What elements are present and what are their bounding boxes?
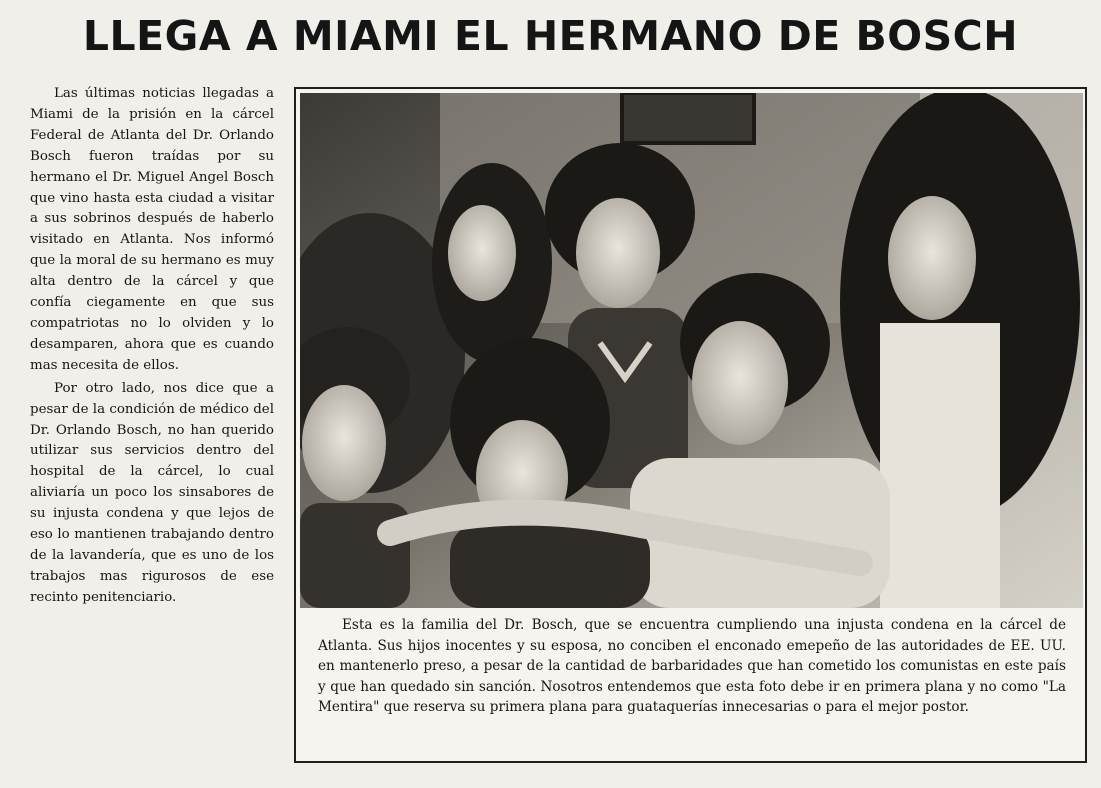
article-paragraph-2: Por otro lado, nos dice que a pesar de la condición de médico del Dr. Orlando Bosch, no han querido utilizar sus servicios dentro del hospital de la cárcel, lo cual aliviaría un poco los sinsabores de su injusta condena y que lejos de eso lo mantienen trabajando dentro de la lavandería, que es uno de los trabajos mas rigurosos de ese recinto penitenciario. <box>30 380 274 605</box>
family-photo-graphic <box>300 93 1083 608</box>
photo-caption-text: Esta es la familia del Dr. Bosch, que se encuentra cumpliendo una injusta condena en la cárcel de Atlanta. Sus hijos inocentes y su esposa, no conciben el enconado emepeño de las autoridades de EE. UU. en mantenerlo preso, a pesar de la cantidad de barbaridades que han cometido los comunistas en este país y que han quedado sin sanción. Nosotros entendemos que esta foto debe ir en primera plana y no como "La Mentira" que reserva su primera plana para guataquerías innecesarias o para el mejor postor. <box>318 617 1066 715</box>
family-photo <box>300 93 1083 608</box>
photo-caption <box>318 615 1066 718</box>
photo-box <box>294 87 1087 763</box>
article-body <box>30 84 274 609</box>
article-paragraph-1: Las últimas noticias llegadas a Miami de la prisión en la cárcel Federal de Atlanta del Dr. Orlando Bosch fueron traídas por su hermano el Dr. Miguel Angel Bosch que vino hasta esta ciudad a visitar a sus sobrinos después de haberlo visitado en Atlanta. Nos informó que la moral de su hermano es muy alta dentro de la cárcel y que confía ciegamente en que sus compatriotas no lo olviden y lo desamparen, ahora que es cuando mas necesita de ellos. <box>30 86 274 373</box>
headline: LLEGA A MIAMI EL HERMANO DE BOSCH <box>82 12 1019 60</box>
